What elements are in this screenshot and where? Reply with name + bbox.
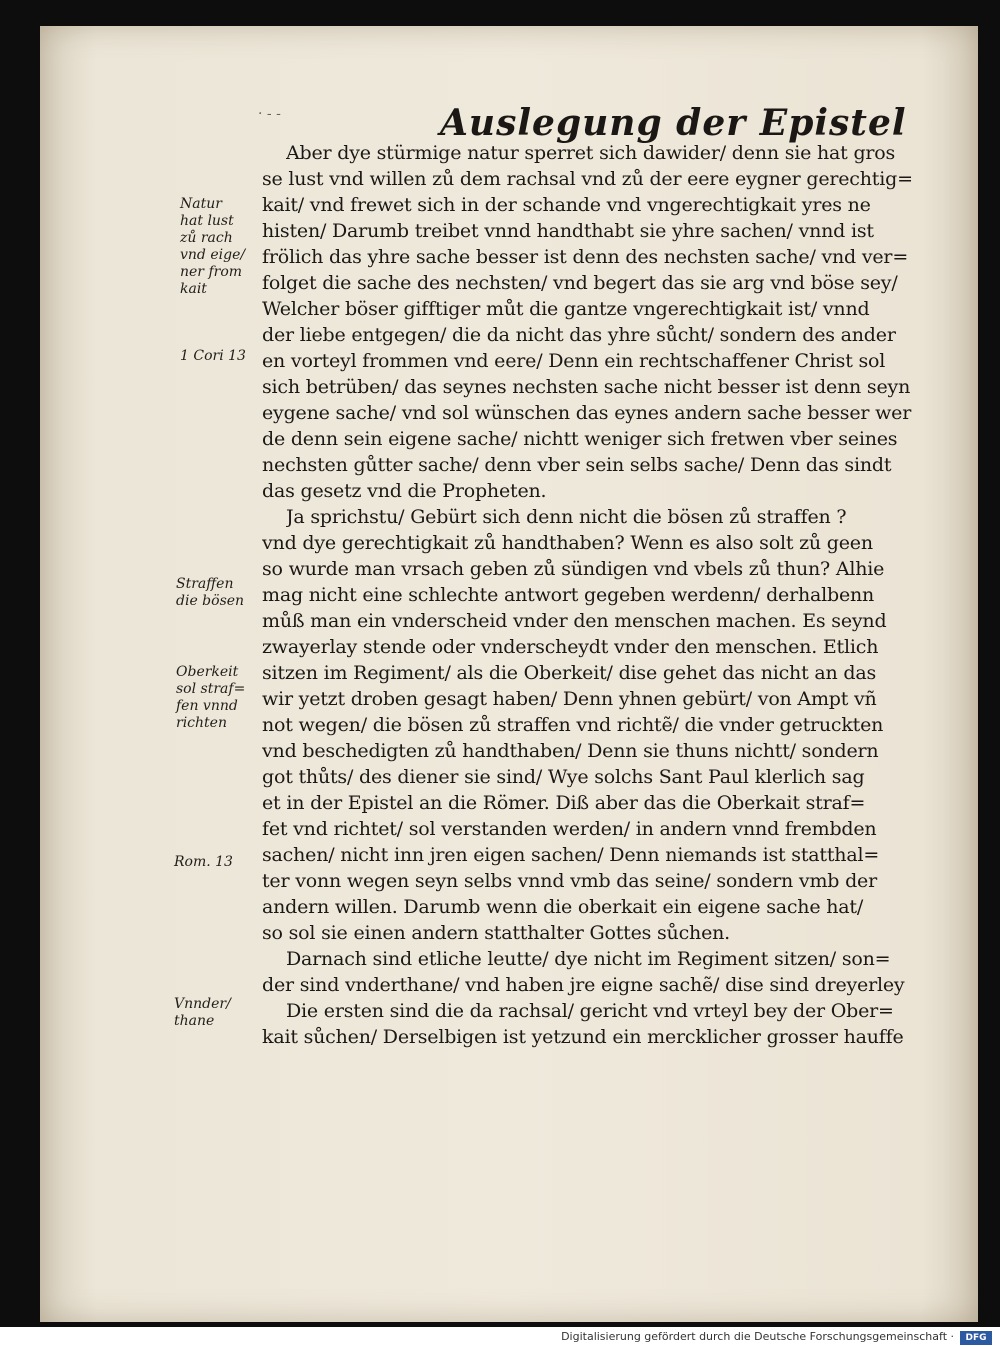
text-line: vnd dye gerechtigkait zů handthaben? Wenn es also solt zů geen	[262, 532, 873, 554]
text-line: sich betrüben/ das seynes nechsten sache nicht besser ist denn seyn	[262, 376, 911, 398]
text-line: kait sůchen/ Derselbigen ist yetzund ein mercklicher grosser hauffe	[262, 1026, 904, 1048]
text-line: eygene sache/ vnd sol wünschen das eynes andern sache besser wer	[262, 402, 912, 424]
text-line: wir yetzt droben gesagt haben/ Denn yhnen gebürt/ von Ampt vñ	[262, 688, 877, 710]
page-heading: Auslegung der Epistel	[440, 102, 907, 144]
text-line: Die ersten sind die da rachsal/ gericht vnd vrteyl bey der Ober=	[286, 1000, 894, 1022]
text-line: Welcher böser gifftiger můt die gantze vngerechtigkait ist/ vnnd	[262, 298, 870, 320]
text-line: en vorteyl frommen vnd eere/ Denn ein rechtschaffener Christ sol	[262, 350, 886, 372]
dfg-logo: DFG	[960, 1331, 992, 1345]
text-line: kait/ vnd frewet sich in der schande vnd vngerechtigkait yres ne	[262, 194, 871, 216]
text-line: folget die sache des nechsten/ vnd begert das sie arg vnd böse sey/	[262, 272, 898, 294]
text-line: de denn sein eigene sache/ nichtt weniger sich fretwen vber seines	[262, 428, 898, 450]
text-line: das gesetz vnd die Propheten.	[262, 480, 547, 502]
text-line: not wegen/ die bösen zů straffen vnd richtẽ/ die vnder getruckten	[262, 714, 884, 736]
text-line: fet vnd richtet/ sol verstanden werden/ in andern vnnd frembden	[262, 818, 877, 840]
margin-note-cori: 1 Cori 13	[180, 348, 246, 364]
text-line: der sind vnderthane/ vnd haben jre eigne sachẽ/ dise sind dreyerley	[262, 974, 905, 996]
text-line: frölich das yhre sache besser ist denn des nechsten sache/ vnd ver=	[262, 246, 909, 268]
text-line: et in der Epistel an die Römer. Diß aber das die Oberkait straf=	[262, 792, 866, 814]
margin-note-vnnderthane: Vnnder/ thane	[174, 996, 231, 1029]
text-line: got thůts/ des diener sie sind/ Wye solchs Sant Paul klerlich sag	[262, 766, 865, 788]
text-line: Aber dye stürmige natur sperret sich dawider/ denn sie hat gros	[286, 142, 896, 164]
margin-note-straffen: Straffen die bösen	[176, 576, 245, 609]
text-line: sachen/ nicht inn jren eigen sachen/ Denn niemands ist statthal=	[262, 844, 880, 866]
footer-credit: Digitalisierung gefördert durch die Deutsche Forschungsgemeinschaft ·	[561, 1330, 954, 1343]
text-line: Darnach sind etliche leutte/ dye nicht im Regiment sitzen/ son=	[286, 948, 891, 970]
margin-note-oberkeit: Oberkeit sol straf= fen vnnd richten	[176, 664, 246, 731]
heading-marks: · - -	[258, 106, 281, 122]
text-line: sitzen im Regiment/ als die Oberkeit/ dise gehet das nicht an das	[262, 662, 877, 684]
text-line: nechsten gůtter sache/ denn vber sein selbs sache/ Denn das sindt	[262, 454, 892, 476]
text-line: der liebe entgegen/ die da nicht das yhre sůcht/ sondern des ander	[262, 324, 896, 346]
text-line: so sol sie einen andern statthalter Gottes sůchen.	[262, 922, 730, 944]
text-line: Ja sprichstu/ Gebürt sich denn nicht die bösen zů straffen ?	[286, 506, 847, 528]
text-line: histen/ Darumb treibet vnnd handthabt sie yhre sachen/ vnnd ist	[262, 220, 874, 242]
margin-note-natur: Natur hat lust zů rach vnd eige/ ner from kait	[180, 196, 246, 297]
text-line: můß man ein vnderscheid vnder den menschen machen. Es seynd	[262, 610, 887, 632]
text-line: se lust vnd willen zů dem rachsal vnd zů der eere eygner gerechtig=	[262, 168, 913, 190]
text-line: so wurde man vrsach geben zů sündigen vnd vbels zů thun? Alhie	[262, 558, 885, 580]
text-line: andern willen. Darumb wenn die oberkait ein eigene sache hat/	[262, 896, 864, 918]
footer-bar	[0, 1327, 1000, 1349]
text-line: vnd beschedigten zů handthaben/ Denn sie thuns nichtt/ sondern	[262, 740, 879, 762]
text-line: zwayerlay stende oder vnderscheydt vnder den menschen. Etlich	[262, 636, 879, 658]
text-line: mag nicht eine schlechte antwort gegeben werdenn/ derhalbenn	[262, 584, 875, 606]
text-line: ter vonn wegen seyn selbs vnnd vmb das seine/ sondern vmb der	[262, 870, 877, 892]
margin-note-rom: Rom. 13	[174, 854, 233, 870]
